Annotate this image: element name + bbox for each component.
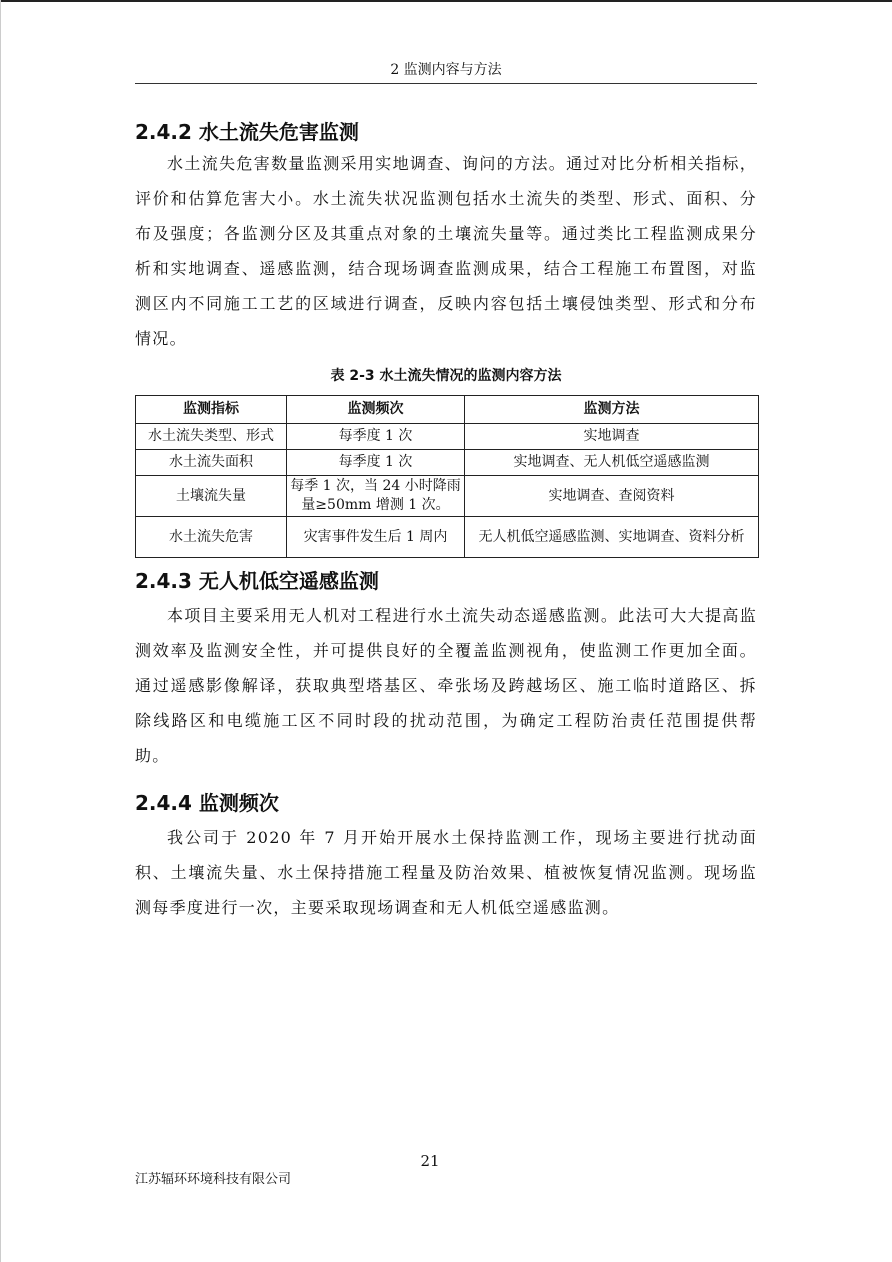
table-cell: 水土流失危害 (136, 517, 287, 558)
running-header: 2 监测内容与方法 (390, 62, 502, 78)
page-top-border (0, 0, 892, 2)
table-cell: 水土流失面积 (136, 450, 287, 476)
table-cell: 水土流失类型、形式 (136, 424, 287, 450)
table-header-row (136, 396, 759, 424)
section-paragraph-2-4-3: 本项目主要采用无人机对工程进行水土流失动态遥感监测。此法可大大提高监测效率及监测安全性，并可提供良好的全覆盖监测视角，使监测工作更加全面。通过遥感影像解译，获取典型塔基区、牵张场及跨越场区、施工临时道路区、拆除线路区和电缆施工区不同时段的扰动范围，为确定工程防治责任范围提供帮助。 (135, 606, 757, 765)
table-row (136, 450, 759, 476)
table-cell: 每季 1 次，当 24 小时降雨量≥50mm 增测 1 次。 (287, 476, 465, 517)
table-cell: 每季度 1 次 (287, 424, 465, 450)
page-number: 21 (420, 1152, 440, 1170)
section-paragraph-2-4-4: 我公司于 2020 年 7 月开始开展水土保持监测工作，现场主要进行扰动面积、土壤流失量、水土保持措施工程量及防治效果、植被恢复情况监测。现场监测每季度进行一次，主要采取现场调查和无人机低空遥感监测。 (135, 828, 757, 917)
column-header-method: 监测方法 (465, 396, 759, 424)
table-row (136, 476, 759, 517)
header-rule (135, 83, 757, 84)
table-row (136, 517, 759, 558)
table-cell: 实地调查、查阅资料 (465, 476, 759, 517)
table-cell: 实地调查、无人机低空遥感监测 (465, 450, 759, 476)
section-heading-2-4-4: 2.4.4 监测频次 (135, 791, 279, 815)
column-header-frequency: 监测频次 (287, 396, 465, 424)
page-left-border (0, 0, 1, 1262)
table-caption: 表 2-3 水土流失情况的监测内容方法 (330, 368, 562, 384)
section-paragraph-2-4-2: 水土流失危害数量监测采用实地调查、询问的方法。通过对比分析相关指标，评价和估算危害大小。水土流失状况监测包括水土流失的类型、形式、面积、分布及强度；各监测分区及其重点对象的土壤流失量等。通过类比工程监测成果分析和实地调查、遥感监测，结合现场调查监测成果，结合工程施工布置图，对监测区内不同施工工艺的区域进行调查，反映内容包括土壤侵蚀类型、形式和分布情况。 (135, 154, 757, 348)
company-name: 江苏辐环环境科技有限公司 (135, 1172, 292, 1187)
monitoring-table (135, 395, 759, 558)
table-cell: 每季度 1 次 (287, 450, 465, 476)
section-heading-2-4-3: 2.4.3 无人机低空遥感监测 (135, 569, 379, 593)
table-row (136, 424, 759, 450)
table-cell: 实地调查 (465, 424, 759, 450)
table-cell: 灾害事件发生后 1 周内 (287, 517, 465, 558)
column-header-indicator: 监测指标 (136, 396, 287, 424)
section-heading-2-4-2: 2.4.2 水土流失危害监测 (135, 120, 359, 144)
table-cell: 土壤流失量 (136, 476, 287, 517)
table-cell: 无人机低空遥感监测、实地调查、资料分析 (465, 517, 759, 558)
